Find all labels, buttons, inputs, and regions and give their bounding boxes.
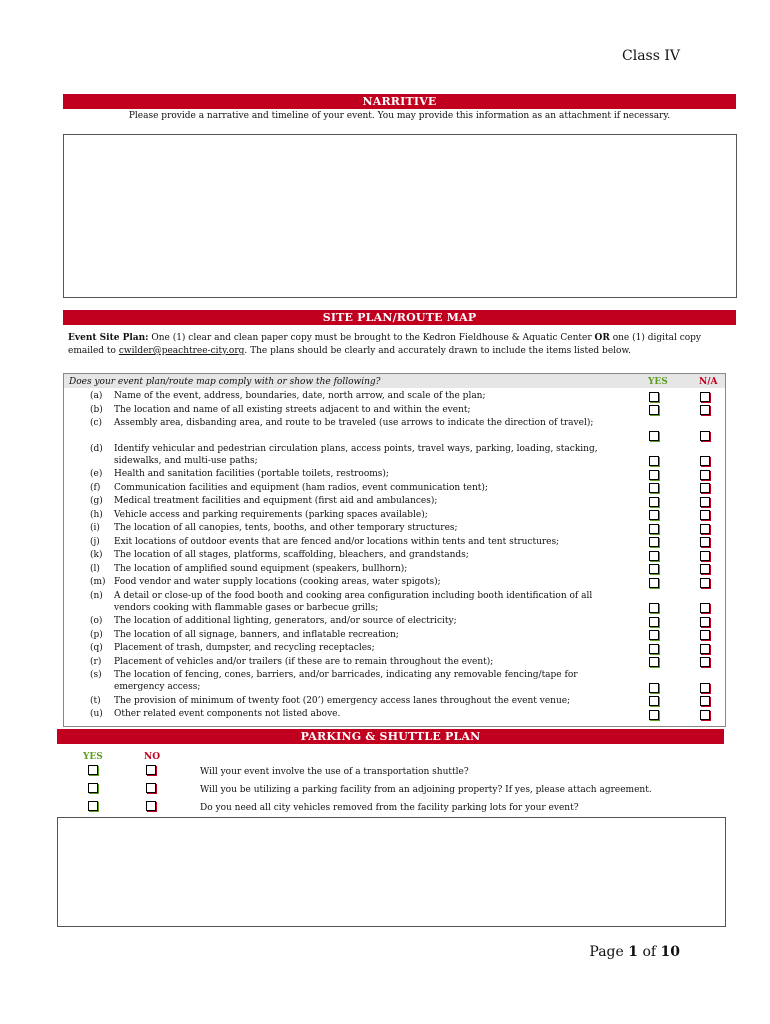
checklist-item (64, 404, 724, 418)
checklist-item-text: The provision of minimum of twenty foot (20’) emergency access lanes throughout the event venue; (114, 695, 571, 706)
checklist-item-letter: (p) (90, 629, 103, 640)
na-checkbox[interactable] (700, 497, 710, 507)
checklist-item (64, 443, 724, 469)
email-link[interactable]: cwilder@peachtree-city.org (118, 346, 245, 356)
checklist-na-header: N/A (699, 377, 718, 387)
yes-checkbox[interactable] (649, 510, 659, 520)
na-checkbox[interactable] (700, 483, 710, 493)
checklist-item-text: Name of the event, address, boundaries, date, north arrow, and scale of the plan; (114, 391, 486, 401)
checklist-item-letter: (e) (90, 469, 103, 479)
na-checkbox[interactable] (700, 696, 710, 706)
na-checkbox[interactable] (700, 657, 710, 667)
checklist-item-letter: (h) (90, 509, 103, 520)
yes-checkbox[interactable] (649, 696, 659, 706)
yes-checkbox[interactable] (649, 551, 659, 561)
na-checkbox[interactable] (700, 603, 710, 613)
checklist-item (64, 509, 724, 523)
checklist-item-text: Placement of trash, dumpster, and recycling receptacles; (114, 643, 375, 653)
site-plan-section-bar: SITE PLAN/ROUTE MAP (63, 310, 736, 325)
checklist-item-text: Vehicle access and parking requirements (parking spaces available); (114, 509, 428, 520)
checklist-item (64, 482, 724, 496)
checklist-item-letter: (k) (90, 550, 103, 560)
checklist-item (64, 629, 724, 643)
class-label: Class IV (622, 48, 680, 64)
checklist-item-text: Food vendor and water supply locations (cooking areas, water spigots); (114, 577, 441, 587)
na-checkbox[interactable] (700, 683, 710, 693)
checklist-item-text: Health and sanitation facilities (portable toilets, restrooms); (114, 469, 389, 479)
na-checkbox[interactable] (700, 524, 710, 534)
checklist-item (64, 563, 724, 577)
parking-question: Do you need all city vehicles removed from the facility parking lots for your event? (200, 803, 579, 813)
yes-checkbox[interactable] (649, 630, 659, 640)
na-checkbox[interactable] (700, 578, 710, 588)
na-checkbox[interactable] (700, 630, 710, 640)
na-checkbox[interactable] (700, 431, 710, 441)
parking-yes-checkbox[interactable] (88, 783, 98, 793)
checklist-item (64, 468, 724, 482)
parking-no-checkbox[interactable] (146, 765, 156, 775)
checklist-item (64, 590, 724, 616)
checklist-item (64, 576, 724, 590)
na-checkbox[interactable] (700, 551, 710, 561)
checklist-item-letter: (g) (90, 496, 103, 506)
yes-checkbox[interactable] (649, 644, 659, 654)
yes-checkbox[interactable] (649, 470, 659, 480)
checklist-item (64, 695, 724, 709)
yes-checkbox[interactable] (649, 603, 659, 613)
checklist-item-text: The location and name of all existing streets adjacent to and within the event; (114, 404, 471, 415)
checklist-item-text: Other related event components not listed above. (114, 709, 341, 719)
parking-no-checkbox[interactable] (146, 801, 156, 811)
parking-no-checkbox[interactable] (146, 783, 156, 793)
checklist-item-letter: (b) (90, 404, 103, 415)
yes-checkbox[interactable] (649, 456, 659, 466)
na-checkbox[interactable] (700, 405, 710, 415)
yes-checkbox[interactable] (649, 617, 659, 627)
na-checkbox[interactable] (700, 537, 710, 547)
yes-checkbox[interactable] (649, 483, 659, 493)
parking-question: Will you be utilizing a parking facility from an adjoining property? If yes, please attach agreement. (200, 785, 652, 795)
checklist-item-letter: (o) (90, 616, 103, 626)
yes-checkbox[interactable] (649, 683, 659, 693)
checklist-item-letter: (s) (90, 670, 102, 680)
checklist-item (64, 615, 724, 629)
yes-checkbox[interactable] (649, 497, 659, 507)
checklist-item (64, 708, 724, 722)
checklist-item-text: The location of all canopies, tents, booths, and other temporary structures; (114, 523, 458, 533)
checklist-item (64, 656, 724, 670)
checklist-item-text: Exit locations of outdoor events that are fenced and/or locations within tents and tent structures; (114, 536, 560, 547)
yes-checkbox[interactable] (649, 405, 659, 415)
checklist-item-letter: (a) (90, 391, 103, 401)
checklist-item-text: Identify vehicular and pedestrian circulation plans, access points, travel ways, parking, loading, stacking, sidewalks, and multi-use paths; (114, 443, 598, 466)
na-checkbox[interactable] (700, 644, 710, 654)
narrative-instruction: Please provide a narrative and timeline of your event. You may provide this information as an attachment if necessary. (128, 111, 671, 121)
checklist-item (64, 549, 724, 563)
checklist-item-text: The location of amplified sound equipment (speakers, bullhorn); (114, 563, 408, 574)
checklist-item-text: The location of fencing, cones, barriers, and/or barricades, indicating any removable fencing/tape for emergency access; (114, 670, 578, 692)
na-checkbox[interactable] (700, 470, 710, 480)
na-checkbox[interactable] (700, 456, 710, 466)
site-plan-lead: Event Site Plan: (68, 333, 149, 343)
checklist-item-letter: (m) (90, 577, 106, 587)
checklist-item (64, 390, 724, 404)
checklist-item (64, 536, 724, 550)
checklist-item-letter: (f) (90, 482, 101, 493)
checklist-item-text: Medical treatment facilities and equipment (first aid and ambulances); (114, 496, 438, 506)
checklist-item-letter: (r) (90, 656, 102, 667)
checklist-item-text: Assembly area, disbanding area, and route to be traveled (use arrows to indicate the direction of travel); (114, 418, 594, 428)
checklist-question: Does your event plan/route map comply with or show the following? (69, 377, 381, 387)
narrative-section-bar: NARRITIVE (63, 94, 736, 109)
na-checkbox[interactable] (700, 710, 710, 720)
checklist-item-letter: (q) (90, 643, 103, 653)
checklist-header (64, 374, 725, 388)
yes-checkbox[interactable] (649, 657, 659, 667)
parking-yes-checkbox[interactable] (88, 801, 98, 811)
checklist-item-letter: (d) (90, 443, 103, 454)
checklist-item-letter: (n) (90, 590, 103, 601)
checklist-item-text: The location of all signage, banners, and inflatable recreation; (114, 629, 399, 640)
checklist-item (64, 522, 724, 536)
na-checkbox[interactable] (700, 617, 710, 627)
yes-checkbox[interactable] (649, 578, 659, 588)
checklist-item (64, 642, 724, 656)
yes-checkbox[interactable] (649, 524, 659, 534)
parking-yes-header: YES (83, 752, 103, 762)
checklist-item-letter: (u) (90, 709, 103, 719)
checklist-item-text: Communication facilities and equipment (ham radios, event communication tent); (114, 482, 488, 493)
parking-notes-textarea[interactable] (57, 817, 726, 927)
page-number: Page 1 of 10 (589, 944, 680, 960)
checklist-item-text: A detail or close-up of the food booth and cooking area configuration including booth identification of all vendors cooking with flammable gases or barbecue grills; (114, 590, 593, 613)
parking-yes-checkbox[interactable] (88, 765, 98, 775)
yes-checkbox[interactable] (649, 392, 659, 402)
parking-no-header: NO (144, 752, 161, 762)
na-checkbox[interactable] (700, 510, 710, 520)
na-checkbox[interactable] (700, 564, 710, 574)
checklist-item (64, 495, 724, 509)
checklist-item-text: Placement of vehicles and/or trailers (if these are to remain throughout the event); (114, 656, 494, 667)
site-plan-instructions: Event Site Plan: One (1) clear and clean paper copy must be brought to the Kedron Fieldhouse & Aquatic Center OR one (1) digital copy emailed to cwilder@peachtree-city.org. The plans should be clearly and accurately drawn to include the items listed below. (68, 333, 702, 356)
checklist-item-text: The location of additional lighting, generators, and/or source of electricity; (114, 616, 457, 626)
site-plan-checklist (63, 373, 726, 727)
checklist-item (64, 417, 724, 443)
checklist-item (64, 669, 724, 695)
yes-checkbox[interactable] (649, 564, 659, 574)
checklist-item-text: The location of all stages, platforms, scaffolding, bleachers, and grandstands; (114, 550, 469, 560)
narrative-textarea[interactable] (63, 134, 737, 298)
checklist-item-letter: (l) (90, 563, 100, 574)
yes-checkbox[interactable] (649, 431, 659, 441)
na-checkbox[interactable] (700, 392, 710, 402)
parking-question: Will your event involve the use of a transportation shuttle? (200, 767, 469, 777)
yes-checkbox[interactable] (649, 710, 659, 720)
yes-checkbox[interactable] (649, 537, 659, 547)
checklist-item-letter: (c) (90, 418, 103, 428)
parking-section-bar: PARKING & SHUTTLE PLAN (57, 729, 724, 744)
checklist-yes-header: YES (648, 377, 668, 387)
checklist-item-letter: (t) (90, 695, 101, 706)
checklist-item-letter: (i) (90, 523, 100, 533)
checklist-item-letter: (j) (90, 536, 100, 547)
